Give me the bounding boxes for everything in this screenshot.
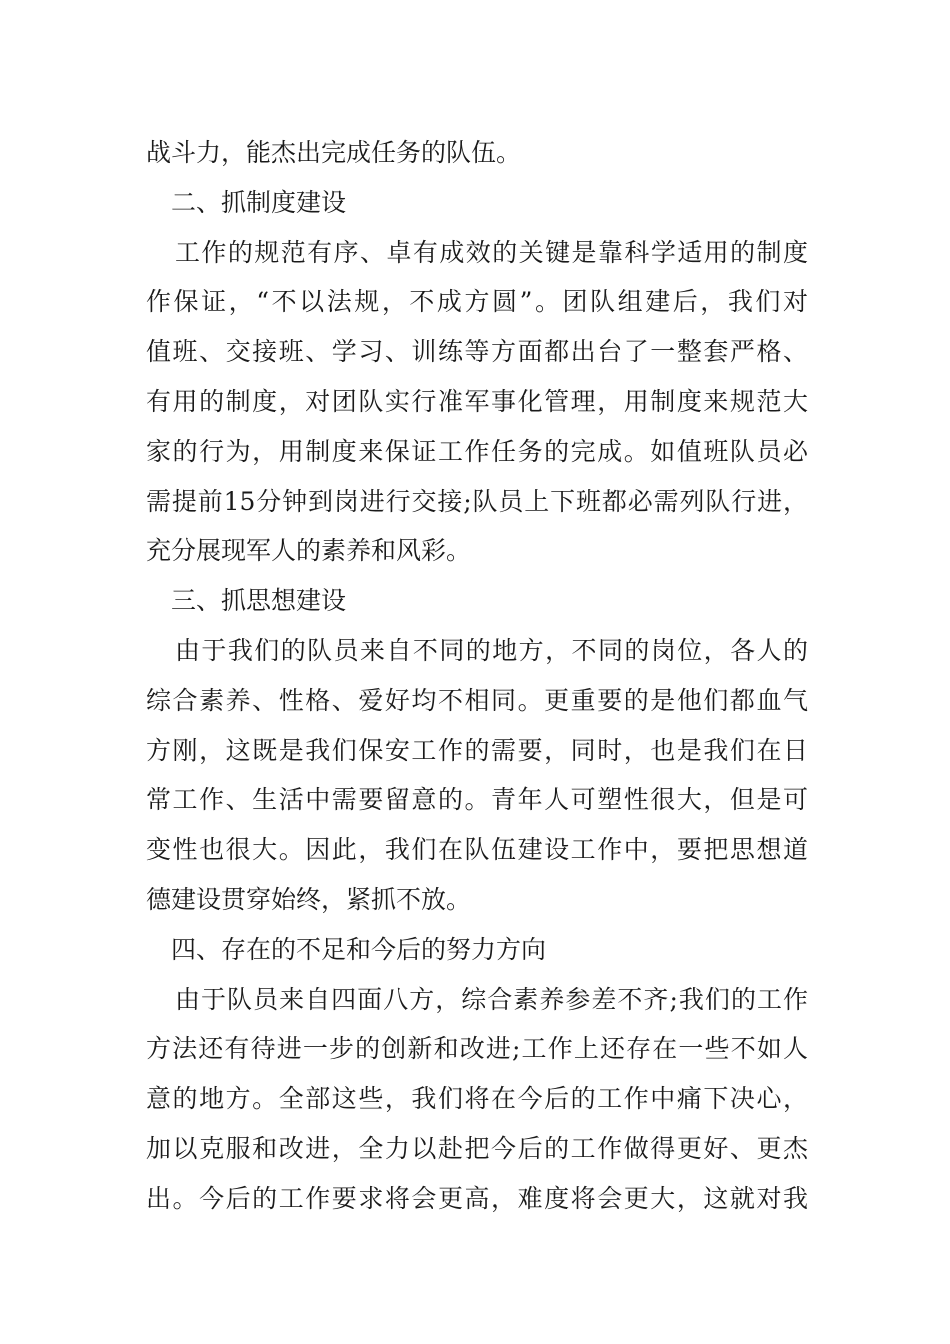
paragraph-line: 由于我们的队员来自不同的地方，不同的岗位，各人的	[175, 635, 808, 665]
paragraph-line: 有用的制度，对团队实行准军事化管理，用制度来规范大	[146, 386, 808, 416]
paragraph-line: 战斗力，能杰出完成任务的队伍。	[146, 138, 522, 167]
paragraph-line: 作保证，“不以法规，不成方圆”。团队组建后，我们对	[146, 287, 808, 317]
document-body	[146, 128, 808, 1224]
paragraph-line: 加以克服和改进，全力以赴把今后的工作做得更好、更杰	[146, 1133, 808, 1163]
section-heading: 二、抓制度建设	[171, 187, 347, 217]
paragraph-line: 综合素养、性格、爱好均不相同。更重要的是他们都血气	[146, 685, 808, 715]
paragraph-line: 常工作、生活中需要留意的。青年人可塑性很大，但是可	[146, 785, 808, 815]
paragraph-line: 变性也很大。因此，我们在队伍建设工作中，要把思想道	[146, 835, 808, 865]
section-heading: 四、存在的不足和今后的努力方向	[171, 934, 547, 964]
paragraph-line: 充分展现军人的素养和风彩。	[146, 536, 472, 566]
paragraph-line: 需提前15分钟到岗进行交接;队员上下班都必需列队行进，	[146, 486, 808, 516]
paragraph-line: 方刚，这既是我们保安工作的需要，同时，也是我们在日	[146, 735, 808, 765]
paragraph-line: 德建设贯穿始终，紧抓不放。	[146, 884, 472, 914]
paragraph-line: 值班、交接班、学习、训练等方面都出台了一整套严格、	[146, 337, 808, 367]
paragraph-line: 家的行为，用制度来保证工作任务的完成。如值班队员必	[146, 436, 808, 466]
paragraph-line: 方法还有待进一步的创新和改进;工作上还存在一些不如人	[146, 1034, 808, 1064]
section-heading: 三、抓思想建设	[171, 586, 347, 616]
paragraph-line: 由于队员来自四面八方，综合素养参差不齐;我们的工作	[175, 984, 808, 1014]
paragraph-line: 工作的规范有序、卓有成效的关键是靠科学适用的制度	[175, 237, 808, 267]
paragraph-line: 意的地方。全部这些，我们将在今后的工作中痛下决心，	[146, 1084, 808, 1114]
paragraph-line: 出。今后的工作要求将会更高，难度将会更大，这就对我	[146, 1183, 808, 1213]
